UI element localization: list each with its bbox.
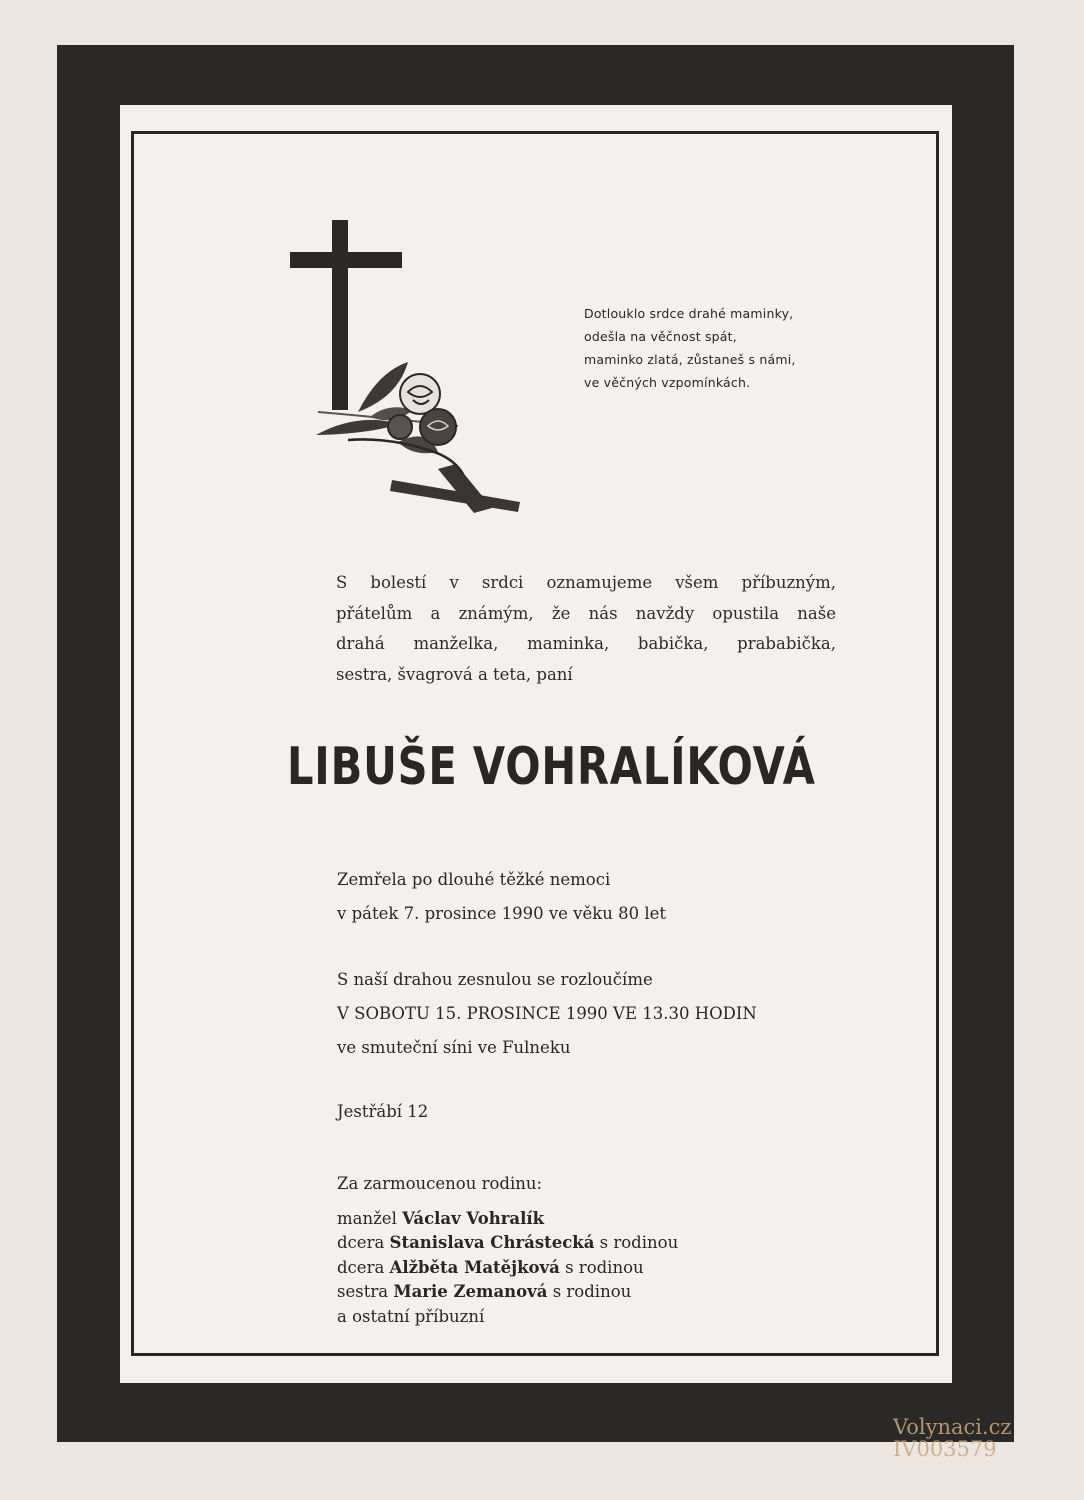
announcement-line: S bolestí v srdci oznamujeme všem příbuzným,	[336, 573, 836, 592]
family-signatures	[337, 1172, 678, 1329]
farewell-info	[337, 963, 757, 1065]
death-info-line: v pátek 7. prosince 1990 ve věku 80 let	[337, 904, 667, 923]
announcement-text	[336, 568, 836, 690]
family-member-row	[337, 1305, 678, 1330]
farewell-line: ve smuteční síni ve Fulneku	[337, 1038, 571, 1057]
archive-watermark	[893, 1416, 1063, 1460]
watermark-id: IV003579	[893, 1437, 997, 1461]
member-name: Marie Zemanová	[393, 1282, 548, 1301]
announcement-line: sestra, švagrová a teta, paní	[336, 664, 573, 684]
relation: a ostatní příbuzní	[337, 1306, 485, 1326]
verse-line: Dotlouklo srdce drahé maminky,	[584, 306, 794, 321]
announcement-line: drahá manželka, maminka, babička, prababička,	[336, 634, 836, 653]
relation: manžel	[337, 1208, 403, 1228]
cross-with-roses-icon	[288, 212, 528, 522]
relation: sestra	[337, 1282, 394, 1301]
deceased-name: LIBUŠE VOHRALÍKOVÁ	[287, 737, 816, 797]
death-info-line: Zemřela po dlouhé těžké nemoci	[337, 870, 611, 889]
member-name: Alžběta Matějková	[389, 1257, 560, 1277]
address: Jestřábí 12	[337, 1102, 429, 1121]
member-name: Václav Vohralík	[402, 1208, 545, 1228]
verse-line: ve věčných vzpomínkách.	[584, 375, 751, 390]
death-info	[337, 863, 666, 931]
farewell-line: V SOBOTU 15. PROSINCE 1990 VE 13.30 HODIN	[337, 1004, 757, 1023]
suffix: s rodinou	[547, 1282, 632, 1301]
suffix: s rodinou	[594, 1233, 679, 1252]
verse-line: maminko zlatá, zůstaneš s námi,	[584, 352, 796, 367]
memorial-verse	[584, 302, 844, 394]
relation: dcera	[337, 1257, 390, 1277]
suffix: s rodinou	[559, 1257, 644, 1277]
relation: dcera	[337, 1233, 390, 1252]
family-member-row	[337, 1231, 678, 1256]
family-member-row	[337, 1256, 678, 1281]
announcement-line: přátelům a známým, že nás navždy opustila naše	[336, 603, 836, 623]
family-member-row	[337, 1207, 678, 1232]
verse-line: odešla na věčnost spát,	[584, 329, 737, 344]
family-member-row	[337, 1280, 678, 1305]
family-heading: Za zarmoucenou rodinu:	[337, 1174, 543, 1193]
member-name: Stanislava Chrástecká	[389, 1233, 595, 1252]
farewell-line: S naší drahou zesnulou se rozloučíme	[337, 970, 653, 989]
watermark-site: Volynaci.cz	[893, 1415, 1012, 1439]
